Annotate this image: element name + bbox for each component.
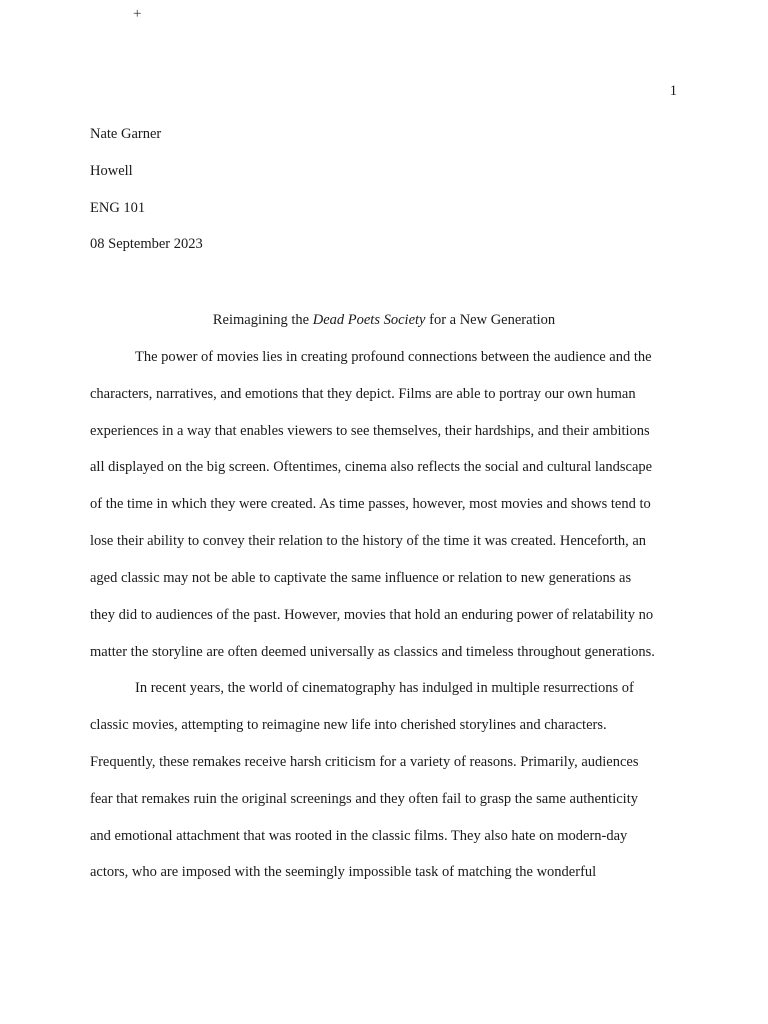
body-line: The power of movies lies in creating profound connections between the audience and the xyxy=(135,349,652,365)
crosshair-icon: + xyxy=(133,6,142,22)
essay-title-italic: Dead Poets Society xyxy=(312,312,426,328)
body-line: actors, who are imposed with the seemingly impossible task of matching the wonderful xyxy=(90,864,597,880)
body-line: all displayed on the big screen. Oftentimes, cinema also reflects the social and cultural landscape xyxy=(90,459,653,475)
body-line: they did to audiences of the past. However, movies that hold an enduring power of relatability no xyxy=(90,607,654,623)
instructor-name: Howell xyxy=(90,163,133,179)
essay-title-before: Reimagining the xyxy=(212,312,313,328)
body-line: Frequently, these remakes receive harsh criticism for a variety of reasons. Primarily, audiences xyxy=(90,754,639,770)
body-line: of the time in which they were created. As time passes, however, most movies and shows tend to xyxy=(90,496,651,512)
document-date: 08 September 2023 xyxy=(90,236,203,252)
body-line: In recent years, the world of cinematography has indulged in multiple resurrections of xyxy=(135,680,634,696)
body-line: fear that remakes ruin the original screenings and they often fail to grasp the same authenticity xyxy=(90,791,638,807)
author-name: Nate Garner xyxy=(90,126,162,142)
course-name: ENG 101 xyxy=(90,200,146,216)
body-line: classic movies, attempting to reimagine new life into cherished storylines and characters. xyxy=(90,717,607,733)
essay-title xyxy=(90,310,678,330)
body-line: and emotional attachment that was rooted in the classic films. They also hate on modern-day xyxy=(90,828,628,844)
essay-title-after: for a New Generation xyxy=(425,312,556,328)
body-line: lose their ability to convey their relation to the history of the time it was created. Henceforth, an xyxy=(90,533,647,549)
body-line: aged classic may not be able to captivate the same influence or relation to new generations as xyxy=(90,570,632,586)
body-line: matter the storyline are often deemed universally as classics and timeless throughout generations. xyxy=(90,644,655,660)
body-line: experiences in a way that enables viewers to see themselves, their hardships, and their ambitions xyxy=(90,423,650,439)
body-line: characters, narratives, and emotions that they depict. Films are able to portray our own human xyxy=(90,386,636,402)
page-number: 1 xyxy=(669,83,677,99)
